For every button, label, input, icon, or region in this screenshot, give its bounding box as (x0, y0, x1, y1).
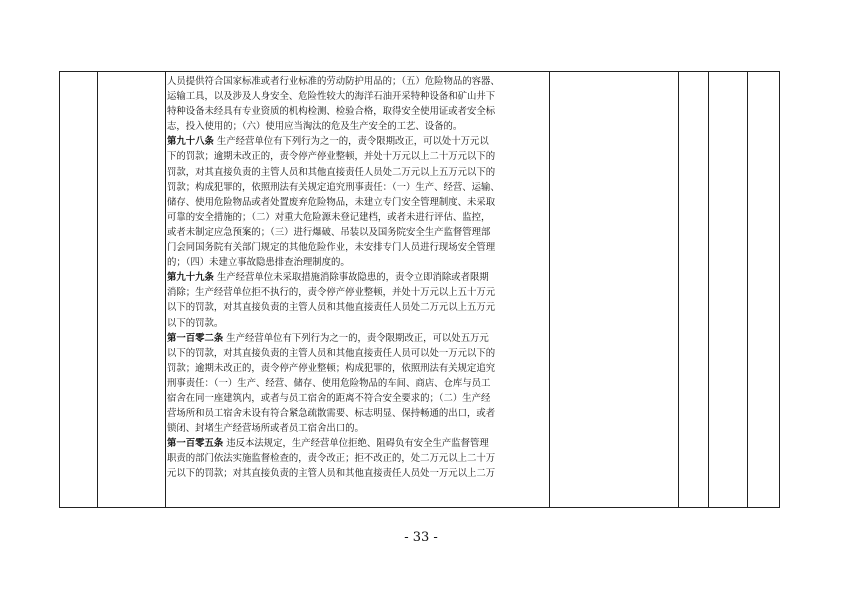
text-line (167, 466, 547, 481)
column-divider (549, 72, 550, 507)
line-text: 刑事责任：（一）生产、经营、储存、使用危险物品的车间、商店、仓库与员工 (167, 377, 491, 389)
text-line (167, 255, 547, 270)
line-text: 职责的部门依法实施监督检查的，责令改正；拒不改正的，处二万元以上二十万 (167, 453, 496, 465)
column-divider (678, 72, 679, 507)
article-number: 第九十八条 (167, 136, 214, 148)
line-text: 锁闭、封堵生产经营场所或者员工宿舍出口的。 (167, 423, 364, 435)
article-number: 第一百零二条 (167, 332, 224, 344)
text-line (167, 361, 547, 376)
text-line (167, 210, 547, 225)
text-line (167, 74, 547, 89)
line-text: 储存、使用危险物品或者处置废弃危险物品，未建立专门安全管理制度、未采取 (167, 196, 496, 208)
line-text: 运输工具，以及涉及人身安全、危险性较大的海洋石油开采特种设备和矿山井下 (167, 91, 496, 103)
line-text: 营场所和员工宿舍未设有符合紧急疏散需要、标志明显、保持畅通的出口，或者 (167, 408, 496, 420)
text-line (167, 165, 547, 180)
line-text: 生产经营单位有下列行为之一的，责令限期改正，可以处五万元 (223, 332, 489, 344)
text-line (167, 436, 547, 451)
line-text: 以下的罚款。 (167, 317, 224, 329)
line-text: 宿舍在同一座建筑内，或者与员工宿舍的距离不符合安全要求的；（二）生产经 (167, 392, 491, 404)
line-text: 的；（四）未建立事故隐患排查治理制度的。 (167, 257, 350, 269)
line-text: 元以下的罚款；对其直接负责的主管人员和其他直接责任人员处一万元以上二万 (167, 468, 496, 480)
regulation-text-cell (167, 74, 547, 482)
text-line (167, 104, 547, 119)
text-line (167, 406, 547, 421)
line-text: 消除；生产经营单位拒不执行的，责令停产停业整顿，并处十万元以上五十万元 (167, 287, 496, 299)
text-line (167, 451, 547, 466)
column-divider (97, 72, 98, 507)
text-line (167, 316, 547, 331)
line-text: 违反本法规定，生产经营单位拒绝、阻碍负有安全生产监督管理 (223, 438, 489, 450)
regulation-table (59, 71, 780, 508)
text-line (167, 134, 547, 149)
line-text: 生产经营单位未采取措施消除事故隐患的，责令立即消除或者限期 (213, 272, 489, 284)
line-text: 以下的罚款，对其直接负责的主管人员和其他直接责任人员可以处一万元以下的 (167, 347, 496, 359)
column-divider (708, 72, 709, 507)
text-line (167, 346, 547, 361)
line-text: 门会同国务院有关部门规定的其他危险作业，未安排专门人员进行现场安全管理 (167, 242, 496, 254)
column-divider (165, 72, 166, 507)
page-number: - 33 - (404, 530, 438, 545)
line-text: 罚款，对其直接负责的主管人员和其他直接责任人员处二万元以上五万元以下的 (167, 166, 496, 178)
text-line (167, 119, 547, 134)
text-line (167, 195, 547, 210)
text-line (167, 89, 547, 104)
line-text: 或者未制定应急预案的；（三）进行爆破、吊装以及国务院安全生产监督管理部 (167, 226, 491, 238)
line-text: 志，投入使用的；（六）使用应当淘汰的危及生产安全的工艺、设备的。 (167, 121, 463, 133)
article-number: 第一百零五条 (167, 438, 224, 450)
text-line (167, 285, 547, 300)
line-text: 可靠的安全措施的；（二）对重大危险源未登记建档，或者未进行评估、监控， (167, 211, 491, 223)
line-text: 生产经营单位有下列行为之一的，责令限期改正，可以处十万元以 (213, 136, 489, 148)
line-text: 罚款；逾期未改正的，责令停产停业整顿；构成犯罪的，依照刑法有关规定追究 (167, 362, 496, 374)
line-text: 以下的罚款，对其直接负责的主管人员和其他直接责任人员处二万元以上五万元 (167, 302, 496, 314)
text-line (167, 180, 547, 195)
text-line (167, 331, 547, 346)
article-number: 第九十九条 (167, 272, 214, 284)
line-text: 人员提供符合国家标准或者行业标准的劳动防护用品的；（五）危险物品的容器、 (167, 76, 500, 87)
text-line (167, 149, 547, 164)
line-text: 特种设备未经具有专业资质的机构检测、检验合格，取得安全使用证或者安全标 (167, 106, 496, 118)
column-divider (747, 72, 748, 507)
text-line (167, 240, 547, 255)
line-text: 罚款；构成犯罪的，依照刑法有关规定追究刑事责任：（一）生产、经营、运输、 (167, 181, 500, 193)
text-line (167, 225, 547, 240)
text-line (167, 376, 547, 391)
text-line (167, 391, 547, 406)
line-text: 下的罚款；逾期未改正的，责令停产停业整顿，并处十万元以上二十万元以下的 (167, 151, 496, 163)
text-line (167, 270, 547, 285)
text-line (167, 421, 547, 436)
text-line (167, 300, 547, 315)
